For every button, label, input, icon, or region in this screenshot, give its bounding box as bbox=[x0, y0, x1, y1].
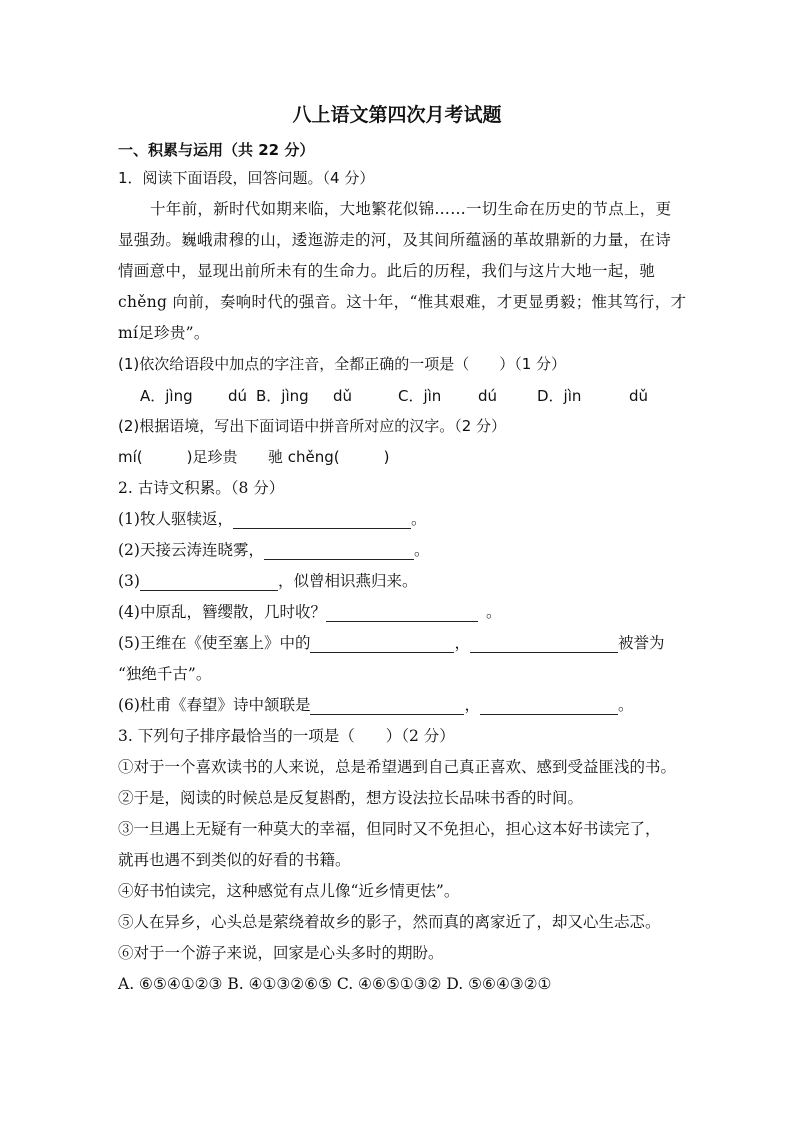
poem-line-3 bbox=[118, 571, 417, 591]
answer-blank[interactable] bbox=[310, 698, 464, 715]
punct: 。 bbox=[617, 696, 634, 714]
question-1-sub-1: (1)依次给语段中加点的字注音，全都正确的一项是（ ）（1 分） bbox=[118, 355, 567, 373]
option-c: C．jìn bbox=[398, 387, 442, 405]
poem-line-4-text: (4)中原乱，簪缨散，几时收？ bbox=[118, 603, 326, 621]
answer-options: A. ⑥⑤④①②③ B. ④①③②⑥⑤ C. ④⑥⑤①③② D. ⑤⑥④③②① bbox=[118, 975, 552, 993]
passage-line: chěng 向前，奏响时代的强音。这十年，“惟其艰难，才更显勇毅；惟其笃行，才 bbox=[118, 293, 687, 311]
sentence-4: ④好书怕读完，这种感觉有点儿像“近乡情更怯”。 bbox=[118, 882, 460, 900]
poem-line-3-text: ，似曾相识燕归来。 bbox=[277, 572, 418, 590]
poem-line-5-cont: “独绝千古”。 bbox=[118, 665, 212, 683]
option-d-2: dǔ bbox=[629, 387, 649, 405]
fill-mi-suffix: )足珍贵 bbox=[186, 448, 238, 466]
poem-line-6-text: (6)杜甫《春望》诗中颔联是 bbox=[118, 696, 311, 714]
option-a: A．jìng bbox=[140, 387, 193, 405]
passage-line: 十年前，新时代如期来临，大地繁花似锦……一切生命在历史的节点上，更 bbox=[150, 200, 672, 218]
punct: 。 bbox=[413, 541, 430, 559]
question-1-sub-2: (2)根据语境，写出下面词语中拼音所对应的汉字。（2 分） bbox=[118, 417, 507, 435]
fill-mi bbox=[118, 447, 238, 467]
poem-line-2-text: (2)天接云涛连晓雾， bbox=[118, 541, 264, 559]
sentence-5: ⑤人在异乡，心头总是萦绕着故乡的影子，然而真的离家近了，却又心生忐忑。 bbox=[118, 913, 661, 931]
poem-line-5 bbox=[118, 633, 665, 653]
poem-line-6 bbox=[118, 695, 634, 715]
passage-line: 显强劲。巍峨肃穆的山，逶迤游走的河，及其间所蕴涵的革故鼎新的力量，在诗 bbox=[118, 231, 672, 249]
section-heading: 一、积累与运用（共 22 分） bbox=[118, 141, 315, 159]
option-b: B．jìng bbox=[256, 387, 309, 405]
answer-blank[interactable] bbox=[480, 698, 618, 715]
page-title: 八上语文第四次月考试题 bbox=[292, 104, 502, 126]
passage-line: mí足珍贵”。 bbox=[118, 324, 210, 342]
option-a-2: dú bbox=[228, 387, 248, 405]
poem-line-1-text: (1)牧人驱犊返， bbox=[118, 510, 233, 528]
answer-blank[interactable] bbox=[233, 512, 411, 529]
answer-blank[interactable] bbox=[310, 636, 454, 653]
poem-line-4 bbox=[118, 602, 501, 622]
option-d: D．jìn bbox=[537, 387, 582, 405]
sentence-1: ①对于一个喜欢读书的人来说，总是希望遇到自己真正喜欢、感到受益匪浅的书。 bbox=[118, 758, 677, 776]
fill-cheng bbox=[268, 447, 390, 467]
poem-line-2 bbox=[118, 540, 429, 560]
poem-line-5-suffix: 被誉为 bbox=[617, 634, 665, 652]
option-c-2: dú bbox=[478, 387, 498, 405]
question-1-stem: 1．阅读下面语段，回答问题。（4 分） bbox=[118, 169, 375, 187]
sentence-3: ③一旦遇上无疑有一种莫大的幸福，但同时又不免担心，担心这本好书读完了， bbox=[118, 820, 661, 838]
sentence-6: ⑥对于一个游子来说，回家是心头多时的期盼。 bbox=[118, 944, 444, 962]
punct: ， bbox=[454, 634, 470, 652]
answer-blank[interactable] bbox=[140, 574, 278, 591]
punct: 。 bbox=[410, 510, 427, 528]
answer-blank[interactable] bbox=[470, 636, 618, 653]
poem-line-3-prefix: (3) bbox=[118, 572, 140, 590]
punct: 。 bbox=[485, 603, 502, 621]
sentence-2: ②于是，阅读的时候总是反复斟酌，想方设法拉长品味书香的时间。 bbox=[118, 789, 584, 807]
punct: ， bbox=[464, 696, 480, 714]
question-3-stem: 3. 下列句子排序最恰当的一项是（ ）（2 分） bbox=[118, 727, 455, 745]
sentence-3-cont: 就再也遇不到类似的好看的书籍。 bbox=[118, 851, 351, 869]
fill-mi-prefix: mí( bbox=[118, 448, 143, 466]
poem-line-5-text: (5)王维在《使至塞上》中的 bbox=[118, 634, 311, 652]
question-2-stem: 2. 古诗文积累。（8 分） bbox=[118, 479, 285, 497]
answer-blank[interactable] bbox=[264, 543, 414, 560]
answer-blank[interactable] bbox=[326, 605, 478, 622]
fill-cheng-suffix: ) bbox=[383, 448, 390, 466]
option-b-2: dǔ bbox=[333, 387, 353, 405]
poem-line-1 bbox=[118, 509, 426, 529]
fill-cheng-prefix: 驰 chěng( bbox=[268, 448, 340, 466]
passage-line: 情画意中，显现出前所未有的生命力。此后的历程，我们与这片大地一起，驰 bbox=[118, 262, 656, 280]
